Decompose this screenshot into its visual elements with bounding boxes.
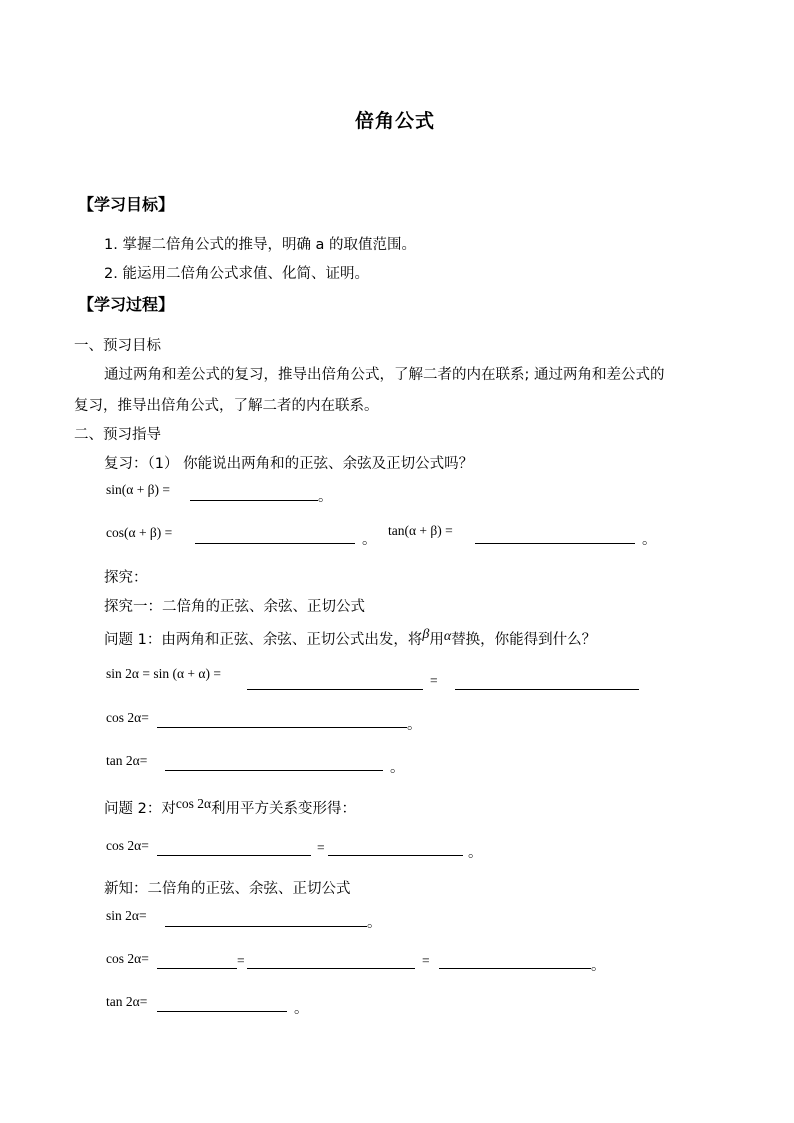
equals-sign: = xyxy=(422,953,430,968)
explore1-heading: 探究一：二倍角的正弦、余弦、正切公式 xyxy=(104,599,365,615)
period: 。 xyxy=(362,532,377,548)
beta-symbol: β xyxy=(422,627,430,642)
question2-text-b: 利用平方关系变形得： xyxy=(211,801,357,817)
process-heading: 【学习过程】 xyxy=(78,295,175,314)
cos2a-blank[interactable] xyxy=(157,727,407,728)
tan-sum-label: tan(α + β) = xyxy=(388,523,453,538)
question1 xyxy=(104,628,596,649)
cos2a-formula-blank-1[interactable] xyxy=(157,968,237,969)
sin2a-blank-1[interactable] xyxy=(247,689,423,690)
period: 。 xyxy=(642,532,657,548)
question2-text-a: 问题 2：对 xyxy=(104,801,176,817)
cos-sum-label: cos(α + β) = xyxy=(106,525,173,540)
cos2a-variant-blank-1[interactable] xyxy=(157,855,311,856)
sin-sum-label: sin(α + β) = xyxy=(106,482,171,497)
objectives-heading: 【学习目标】 xyxy=(78,195,175,214)
period: 。 xyxy=(468,845,483,861)
equals-sign: = xyxy=(317,840,325,855)
cos2a-formula-blank-3[interactable] xyxy=(439,968,591,969)
cos2a-formula-blank-2[interactable] xyxy=(247,968,415,969)
sin2a-label: sin 2α= xyxy=(106,908,147,923)
sin2a-expand-label: sin 2α = sin (α + α) = xyxy=(106,666,221,681)
preview-guide-heading: 二、预习指导 xyxy=(74,427,161,443)
preview-goal-text-line2: 复习，推导出倍角公式，了解二者的内在联系。 xyxy=(74,398,379,414)
period: 。 xyxy=(591,958,606,974)
period: 。 xyxy=(294,1001,309,1017)
question1-text-c: 替换，你能得到什么？ xyxy=(451,632,597,648)
review-question: 复习：（1） 你能说出两角和的正弦、余弦及正切公式吗？ xyxy=(104,456,474,472)
objective-item: 1. 掌握二倍角公式的推导，明确 a 的取值范围。 xyxy=(104,237,417,253)
question1-text-a: 问题 1：由两角和正弦、余弦、正切公式出发，将 xyxy=(104,632,423,648)
preview-goal-text-line1: 通过两角和差公式的复习，推导出倍角公式，了解二者的内在联系; 通过两角和差公式的 xyxy=(104,367,665,383)
sin2a-formula-blank[interactable] xyxy=(165,926,367,927)
preview-goal-heading: 一、预习目标 xyxy=(74,338,161,354)
period: 。 xyxy=(318,489,333,505)
equals-sign: = xyxy=(237,953,245,968)
period: 。 xyxy=(407,717,422,733)
objective-item: 2. 能运用二倍角公式求值、化简、证明。 xyxy=(104,266,369,282)
tan2a-label: tan 2α= xyxy=(106,994,148,1009)
period: 。 xyxy=(390,760,405,776)
cos2a-expr: cos 2α xyxy=(175,796,212,811)
tan2a-blank[interactable] xyxy=(165,770,383,771)
sin-sum-blank[interactable] xyxy=(190,500,318,501)
tan2a-label: tan 2α= xyxy=(106,753,148,768)
alpha-symbol: α xyxy=(443,629,452,644)
question2 xyxy=(104,797,356,818)
explore-label: 探究： xyxy=(104,570,148,586)
period: 。 xyxy=(367,915,382,931)
cos2a-variant-blank-2[interactable] xyxy=(328,855,463,856)
tan-sum-blank[interactable] xyxy=(475,543,635,544)
new-knowledge-heading: 新知：二倍角的正弦、余弦、正切公式 xyxy=(104,881,351,897)
tan2a-formula-blank[interactable] xyxy=(157,1011,287,1012)
question1-text-b: 用 xyxy=(429,632,444,648)
equals-sign: = xyxy=(430,673,438,688)
cos2a-label: cos 2α= xyxy=(106,838,149,853)
sin2a-blank-2[interactable] xyxy=(455,689,639,690)
page-title: 倍角公式 xyxy=(355,110,436,132)
cos2a-label: cos 2α= xyxy=(106,951,149,966)
cos2a-label: cos 2α= xyxy=(106,710,149,725)
cos-sum-blank[interactable] xyxy=(195,543,355,544)
